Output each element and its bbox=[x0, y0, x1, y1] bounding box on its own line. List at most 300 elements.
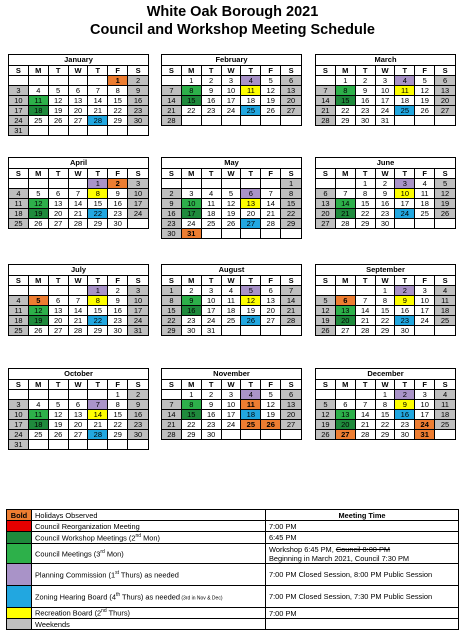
day-cell: 8 bbox=[281, 189, 301, 199]
legend-recreation-time: 7:00 PM bbox=[266, 608, 459, 619]
empty-cell bbox=[435, 326, 455, 336]
empty-cell bbox=[261, 326, 281, 336]
empty-cell bbox=[222, 229, 242, 239]
day-cell: 26 bbox=[29, 326, 49, 336]
day-cell: 8 bbox=[376, 296, 396, 306]
zoning-swatch bbox=[7, 586, 32, 608]
weekday-header: T bbox=[356, 276, 376, 286]
empty-cell bbox=[88, 126, 108, 136]
empty-cell bbox=[435, 219, 455, 229]
month-april bbox=[8, 157, 149, 229]
day-cell: 30 bbox=[182, 326, 202, 336]
day-cell: 22 bbox=[108, 106, 128, 116]
day-cell: 10 bbox=[222, 400, 242, 410]
weekday-header: S bbox=[162, 276, 182, 286]
day-cell: 25 bbox=[9, 326, 29, 336]
day-cell: 3 bbox=[222, 76, 242, 86]
weekday-header: S bbox=[128, 169, 148, 179]
day-cell: 3 bbox=[395, 179, 415, 189]
legend-reorg-time: 7:00 PM bbox=[266, 521, 459, 532]
day-cell: 21 bbox=[281, 306, 301, 316]
empty-cell bbox=[241, 326, 261, 336]
day-cell: 23 bbox=[356, 106, 376, 116]
empty-cell bbox=[241, 430, 261, 440]
day-cell: 4 bbox=[9, 296, 29, 306]
day-cell: 16 bbox=[395, 410, 415, 420]
recreation-swatch bbox=[7, 608, 32, 619]
weekday-header: S bbox=[128, 66, 148, 76]
weekday-header: T bbox=[395, 380, 415, 390]
day-cell: 26 bbox=[261, 106, 281, 116]
day-cell: 10 bbox=[395, 189, 415, 199]
day-cell: 8 bbox=[88, 296, 108, 306]
page-title: White Oak Borough 2021 bbox=[146, 4, 319, 20]
day-cell: 21 bbox=[162, 106, 182, 116]
weekday-header: S bbox=[435, 380, 455, 390]
day-cell: 31 bbox=[9, 126, 29, 136]
day-cell: 29 bbox=[108, 116, 128, 126]
day-cell: 6 bbox=[435, 76, 455, 86]
day-cell: 20 bbox=[336, 316, 356, 326]
day-cell: 30 bbox=[128, 116, 148, 126]
weekday-header: S bbox=[316, 380, 336, 390]
day-cell: 24 bbox=[415, 420, 435, 430]
day-cell: 14 bbox=[281, 296, 301, 306]
day-cell: 2 bbox=[128, 390, 148, 400]
day-cell: 12 bbox=[222, 199, 242, 209]
empty-cell bbox=[69, 179, 89, 189]
empty-cell bbox=[281, 116, 301, 126]
day-cell: 9 bbox=[356, 86, 376, 96]
day-cell: 7 bbox=[336, 189, 356, 199]
day-cell: 18 bbox=[241, 96, 261, 106]
day-cell: 2 bbox=[356, 76, 376, 86]
weekday-header: S bbox=[9, 169, 29, 179]
month-name: May bbox=[162, 158, 301, 169]
day-cell: 2 bbox=[108, 179, 128, 189]
day-cell: 24 bbox=[128, 316, 148, 326]
day-cell: 23 bbox=[128, 420, 148, 430]
day-cell: 3 bbox=[128, 286, 148, 296]
day-cell: 20 bbox=[69, 106, 89, 116]
empty-cell bbox=[435, 116, 455, 126]
day-cell: 15 bbox=[88, 306, 108, 316]
day-cell: 12 bbox=[261, 86, 281, 96]
day-cell: 12 bbox=[49, 410, 69, 420]
day-cell: 9 bbox=[395, 296, 415, 306]
day-cell: 12 bbox=[415, 86, 435, 96]
weekday-header: M bbox=[29, 380, 49, 390]
day-cell: 6 bbox=[316, 189, 336, 199]
day-cell: 29 bbox=[376, 430, 396, 440]
weekday-header: F bbox=[415, 169, 435, 179]
day-cell: 24 bbox=[9, 430, 29, 440]
empty-cell bbox=[281, 430, 301, 440]
weekday-header: F bbox=[415, 380, 435, 390]
day-cell: 17 bbox=[376, 96, 396, 106]
weekend-swatch bbox=[7, 619, 32, 630]
weekday-header: W bbox=[222, 276, 242, 286]
empty-cell bbox=[241, 179, 261, 189]
weekday-header: W bbox=[69, 169, 89, 179]
day-cell: 18 bbox=[435, 410, 455, 420]
day-cell: 21 bbox=[356, 420, 376, 430]
day-cell: 24 bbox=[395, 209, 415, 219]
day-cell: 1 bbox=[88, 286, 108, 296]
weekday-header: T bbox=[49, 276, 69, 286]
day-cell: 26 bbox=[241, 316, 261, 326]
weekday-header: T bbox=[49, 66, 69, 76]
day-cell: 14 bbox=[69, 306, 89, 316]
day-cell: 26 bbox=[49, 430, 69, 440]
page-subtitle: Council and Workshop Meeting Schedule bbox=[90, 22, 375, 38]
day-cell: 10 bbox=[376, 86, 396, 96]
day-cell: 22 bbox=[108, 420, 128, 430]
day-cell: 19 bbox=[49, 106, 69, 116]
weekday-header: S bbox=[162, 169, 182, 179]
weekday-header: F bbox=[108, 380, 128, 390]
day-cell: 15 bbox=[376, 410, 396, 420]
empty-cell bbox=[9, 286, 29, 296]
empty-cell bbox=[69, 286, 89, 296]
day-cell: 8 bbox=[336, 86, 356, 96]
month-name: September bbox=[316, 265, 455, 276]
day-cell: 5 bbox=[316, 400, 336, 410]
day-cell: 25 bbox=[29, 430, 49, 440]
empty-cell bbox=[182, 179, 202, 189]
month-name: November bbox=[162, 369, 301, 380]
day-cell: 4 bbox=[222, 286, 242, 296]
empty-cell bbox=[316, 179, 336, 189]
day-cell: 20 bbox=[241, 209, 261, 219]
day-cell: 22 bbox=[281, 209, 301, 219]
day-cell: 2 bbox=[108, 286, 128, 296]
weekday-header: S bbox=[281, 380, 301, 390]
weekday-header: S bbox=[281, 66, 301, 76]
day-cell: 5 bbox=[316, 296, 336, 306]
day-cell: 14 bbox=[88, 96, 108, 106]
day-cell: 7 bbox=[356, 400, 376, 410]
empty-cell bbox=[316, 286, 336, 296]
weekday-header: M bbox=[336, 380, 356, 390]
weekday-header: T bbox=[88, 276, 108, 286]
day-cell: 19 bbox=[415, 96, 435, 106]
day-cell: 21 bbox=[162, 420, 182, 430]
day-cell: 4 bbox=[241, 390, 261, 400]
day-cell: 2 bbox=[202, 390, 222, 400]
empty-cell bbox=[281, 326, 301, 336]
empty-cell bbox=[261, 116, 281, 126]
weekday-header: F bbox=[415, 66, 435, 76]
legend-time-header: Meeting Time bbox=[266, 510, 459, 521]
day-cell: 9 bbox=[376, 189, 396, 199]
day-cell: 26 bbox=[49, 116, 69, 126]
day-cell: 13 bbox=[69, 410, 89, 420]
month-name: June bbox=[316, 158, 455, 169]
weekday-header: T bbox=[88, 380, 108, 390]
weekday-header: M bbox=[336, 276, 356, 286]
day-cell: 7 bbox=[356, 296, 376, 306]
month-february bbox=[161, 54, 302, 126]
day-cell: 9 bbox=[108, 189, 128, 199]
day-cell: 6 bbox=[281, 390, 301, 400]
day-cell: 24 bbox=[415, 316, 435, 326]
day-cell: 23 bbox=[108, 316, 128, 326]
weekday-header: F bbox=[108, 169, 128, 179]
day-cell: 28 bbox=[356, 326, 376, 336]
empty-cell bbox=[49, 390, 69, 400]
empty-cell bbox=[29, 440, 49, 450]
empty-cell bbox=[415, 326, 435, 336]
weekday-header: S bbox=[435, 276, 455, 286]
day-cell: 4 bbox=[435, 390, 455, 400]
weekday-header: F bbox=[261, 169, 281, 179]
day-cell: 3 bbox=[222, 390, 242, 400]
day-cell: 7 bbox=[261, 189, 281, 199]
day-cell: 4 bbox=[241, 76, 261, 86]
day-cell: 5 bbox=[49, 400, 69, 410]
month-november bbox=[161, 368, 302, 440]
day-cell: 21 bbox=[356, 316, 376, 326]
day-cell: 30 bbox=[108, 219, 128, 229]
day-cell: 14 bbox=[69, 199, 89, 209]
weekday-header: M bbox=[29, 169, 49, 179]
legend-planning-time: 7:00 PM Closed Session, 8:00 PM Public Session bbox=[266, 564, 459, 586]
day-cell: 13 bbox=[241, 199, 261, 209]
day-cell: 18 bbox=[415, 199, 435, 209]
day-cell: 30 bbox=[395, 326, 415, 336]
day-cell: 3 bbox=[9, 86, 29, 96]
day-cell: 11 bbox=[435, 296, 455, 306]
day-cell: 17 bbox=[9, 420, 29, 430]
legend-workshop-time: 6:45 PM bbox=[266, 532, 459, 544]
month-december bbox=[315, 368, 456, 440]
legend-weekends-label: Weekends bbox=[32, 619, 266, 630]
empty-cell bbox=[29, 126, 49, 136]
day-cell: 31 bbox=[9, 440, 29, 450]
weekday-header: T bbox=[241, 276, 261, 286]
day-cell: 29 bbox=[162, 326, 182, 336]
day-cell: 5 bbox=[261, 390, 281, 400]
weekday-header: S bbox=[316, 276, 336, 286]
day-cell: 23 bbox=[376, 209, 396, 219]
day-cell: 3 bbox=[182, 189, 202, 199]
day-cell: 28 bbox=[88, 116, 108, 126]
day-cell: 16 bbox=[395, 306, 415, 316]
weekday-header: T bbox=[202, 66, 222, 76]
weekday-header: T bbox=[356, 66, 376, 76]
day-cell: 20 bbox=[281, 96, 301, 106]
day-cell: 28 bbox=[69, 326, 89, 336]
empty-cell bbox=[108, 440, 128, 450]
day-cell: 30 bbox=[356, 116, 376, 126]
day-cell: 21 bbox=[69, 316, 89, 326]
day-cell: 23 bbox=[395, 420, 415, 430]
day-cell: 22 bbox=[182, 420, 202, 430]
day-cell: 20 bbox=[261, 306, 281, 316]
empty-cell bbox=[395, 219, 415, 229]
day-cell: 11 bbox=[9, 306, 29, 316]
day-cell: 10 bbox=[182, 199, 202, 209]
day-cell: 27 bbox=[435, 106, 455, 116]
day-cell: 22 bbox=[88, 316, 108, 326]
weekday-header: F bbox=[108, 276, 128, 286]
weekday-header: W bbox=[222, 169, 242, 179]
weekday-header: S bbox=[128, 276, 148, 286]
day-cell: 26 bbox=[222, 219, 242, 229]
day-cell: 9 bbox=[202, 86, 222, 96]
day-cell: 3 bbox=[376, 76, 396, 86]
empty-cell bbox=[356, 286, 376, 296]
day-cell: 16 bbox=[376, 199, 396, 209]
weekday-header: S bbox=[435, 169, 455, 179]
month-january bbox=[8, 54, 149, 136]
empty-cell bbox=[29, 286, 49, 296]
day-cell: 15 bbox=[162, 306, 182, 316]
day-cell: 23 bbox=[202, 420, 222, 430]
day-cell: 16 bbox=[356, 96, 376, 106]
day-cell: 6 bbox=[261, 286, 281, 296]
day-cell: 14 bbox=[336, 199, 356, 209]
weekday-header: W bbox=[376, 66, 396, 76]
empty-cell bbox=[222, 116, 242, 126]
empty-cell bbox=[128, 440, 148, 450]
day-cell: 17 bbox=[128, 306, 148, 316]
day-cell: 21 bbox=[88, 106, 108, 116]
empty-cell bbox=[69, 390, 89, 400]
month-name: March bbox=[316, 55, 455, 66]
day-cell: 22 bbox=[88, 209, 108, 219]
day-cell: 14 bbox=[356, 306, 376, 316]
workshop-swatch bbox=[7, 532, 32, 544]
day-cell: 15 bbox=[108, 96, 128, 106]
day-cell: 28 bbox=[316, 116, 336, 126]
day-cell: 6 bbox=[336, 400, 356, 410]
day-cell: 12 bbox=[316, 306, 336, 316]
day-cell: 1 bbox=[108, 390, 128, 400]
day-cell: 11 bbox=[241, 86, 261, 96]
weekday-header: S bbox=[9, 380, 29, 390]
day-cell: 12 bbox=[29, 306, 49, 316]
day-cell: 8 bbox=[108, 400, 128, 410]
day-cell: 1 bbox=[356, 179, 376, 189]
empty-cell bbox=[356, 390, 376, 400]
day-cell: 21 bbox=[261, 209, 281, 219]
weekday-header: T bbox=[202, 276, 222, 286]
day-cell: 7 bbox=[69, 296, 89, 306]
day-cell: 3 bbox=[9, 400, 29, 410]
weekday-header: F bbox=[261, 380, 281, 390]
weekday-header: S bbox=[316, 169, 336, 179]
day-cell: 3 bbox=[415, 390, 435, 400]
day-cell: 25 bbox=[202, 219, 222, 229]
weekday-header: W bbox=[69, 380, 89, 390]
day-cell: 25 bbox=[415, 209, 435, 219]
weekday-header: F bbox=[108, 66, 128, 76]
empty-cell bbox=[395, 116, 415, 126]
empty-cell bbox=[108, 126, 128, 136]
day-cell: 14 bbox=[162, 96, 182, 106]
empty-cell bbox=[49, 126, 69, 136]
weekday-header: F bbox=[261, 66, 281, 76]
day-cell: 18 bbox=[29, 106, 49, 116]
day-cell: 7 bbox=[88, 86, 108, 96]
day-cell: 25 bbox=[395, 106, 415, 116]
day-cell: 9 bbox=[202, 400, 222, 410]
day-cell: 13 bbox=[336, 306, 356, 316]
day-cell: 31 bbox=[202, 326, 222, 336]
day-cell: 5 bbox=[241, 286, 261, 296]
day-cell: 11 bbox=[241, 400, 261, 410]
weekday-header: W bbox=[222, 66, 242, 76]
empty-cell bbox=[49, 179, 69, 189]
day-cell: 21 bbox=[69, 209, 89, 219]
weekday-header: M bbox=[182, 380, 202, 390]
day-cell: 23 bbox=[128, 106, 148, 116]
day-cell: 17 bbox=[182, 209, 202, 219]
day-cell: 7 bbox=[281, 286, 301, 296]
month-name: July bbox=[9, 265, 148, 276]
weekday-header: T bbox=[49, 169, 69, 179]
empty-cell bbox=[162, 76, 182, 86]
empty-cell bbox=[29, 390, 49, 400]
day-cell: 22 bbox=[376, 316, 396, 326]
month-name: January bbox=[9, 55, 148, 66]
day-cell: 27 bbox=[49, 219, 69, 229]
day-cell: 28 bbox=[356, 430, 376, 440]
weekday-header: T bbox=[88, 66, 108, 76]
weekday-header: T bbox=[395, 276, 415, 286]
empty-cell bbox=[222, 326, 242, 336]
day-cell: 16 bbox=[162, 209, 182, 219]
day-cell: 20 bbox=[435, 96, 455, 106]
day-cell: 22 bbox=[336, 106, 356, 116]
day-cell: 20 bbox=[49, 316, 69, 326]
empty-cell bbox=[29, 179, 49, 189]
day-cell: 12 bbox=[241, 296, 261, 306]
day-cell: 20 bbox=[49, 209, 69, 219]
day-cell: 15 bbox=[108, 410, 128, 420]
weekday-header: W bbox=[222, 380, 242, 390]
day-cell: 3 bbox=[202, 286, 222, 296]
day-cell: 26 bbox=[415, 106, 435, 116]
day-cell: 19 bbox=[222, 209, 242, 219]
day-cell: 14 bbox=[356, 410, 376, 420]
weekday-header: M bbox=[182, 66, 202, 76]
day-cell: 1 bbox=[108, 76, 128, 86]
day-cell: 13 bbox=[49, 306, 69, 316]
weekday-header: S bbox=[162, 66, 182, 76]
day-cell: 20 bbox=[69, 420, 89, 430]
empty-cell bbox=[241, 116, 261, 126]
empty-cell bbox=[49, 440, 69, 450]
day-cell: 29 bbox=[88, 219, 108, 229]
day-cell: 19 bbox=[435, 199, 455, 209]
empty-cell bbox=[9, 179, 29, 189]
day-cell: 24 bbox=[182, 219, 202, 229]
empty-cell bbox=[49, 286, 69, 296]
month-october bbox=[8, 368, 149, 450]
day-cell: 27 bbox=[261, 316, 281, 326]
day-cell: 4 bbox=[435, 286, 455, 296]
day-cell: 8 bbox=[108, 86, 128, 96]
weekday-header: M bbox=[336, 66, 356, 76]
day-cell: 28 bbox=[69, 219, 89, 229]
day-cell: 19 bbox=[261, 96, 281, 106]
day-cell: 26 bbox=[261, 420, 281, 430]
day-cell: 7 bbox=[162, 86, 182, 96]
day-cell: 29 bbox=[182, 430, 202, 440]
